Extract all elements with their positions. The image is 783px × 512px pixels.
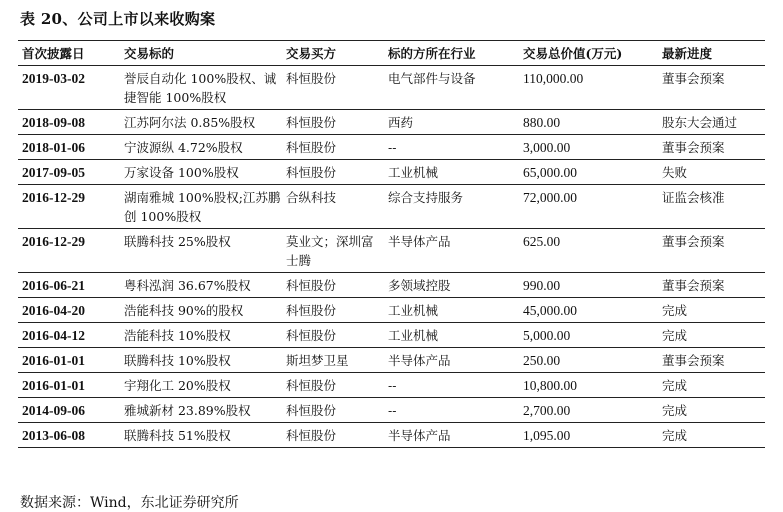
cell-target: 联腾科技 10%股权	[120, 348, 282, 373]
cell-value: 880.00	[519, 110, 658, 135]
header-target: 交易标的	[120, 41, 282, 66]
cell-target: 浩能科技 10%股权	[120, 323, 282, 348]
cell-target: 联腾科技 25%股权	[120, 229, 282, 273]
cell-date: 2016-01-01	[18, 373, 120, 398]
cell-target: 万家设备 100%股权	[120, 160, 282, 185]
cell-target: 宇翔化工 20%股权	[120, 373, 282, 398]
cell-status: 董事会预案	[658, 66, 765, 110]
cell-target: 粤科泓润 36.67%股权	[120, 273, 282, 298]
header-status: 最新进度	[658, 41, 765, 66]
cell-value: 65,000.00	[519, 160, 658, 185]
cell-status: 完成	[658, 298, 765, 323]
cell-buyer: 斯坦梦卫星	[282, 348, 384, 373]
cell-industry: 工业机械	[384, 323, 519, 348]
table-container	[18, 41, 765, 448]
cell-buyer: 科恒股份	[282, 373, 384, 398]
cell-industry: 半导体产品	[384, 423, 519, 448]
cell-status: 董事会预案	[658, 229, 765, 273]
header-row	[18, 41, 765, 66]
table-title: 表 20、公司上市以来收购案	[20, 10, 216, 28]
header-buyer: 交易买方	[282, 41, 384, 66]
cell-date: 2016-04-20	[18, 298, 120, 323]
cell-target: 江苏阿尔法 0.85%股权	[120, 110, 282, 135]
cell-value: 990.00	[519, 273, 658, 298]
cell-buyer: 科恒股份	[282, 398, 384, 423]
cell-buyer: 科恒股份	[282, 135, 384, 160]
table-row	[18, 298, 765, 323]
cell-value: 250.00	[519, 348, 658, 373]
cell-buyer: 科恒股份	[282, 323, 384, 348]
cell-value: 45,000.00	[519, 298, 658, 323]
cell-date: 2016-06-21	[18, 273, 120, 298]
cell-buyer: 科恒股份	[282, 66, 384, 110]
cell-date: 2013-06-08	[18, 423, 120, 448]
header-value: 交易总价值(万元)	[519, 41, 658, 66]
cell-value: 10,800.00	[519, 373, 658, 398]
cell-buyer: 莫业文；深圳富士腾	[282, 229, 384, 273]
cell-value: 72,000.00	[519, 185, 658, 229]
cell-status: 失败	[658, 160, 765, 185]
table-row	[18, 373, 765, 398]
table-row	[18, 135, 765, 160]
data-source: 数据来源：Wind，东北证券研究所	[20, 495, 239, 511]
table-body	[18, 66, 765, 448]
cell-date: 2018-09-08	[18, 110, 120, 135]
table-row	[18, 398, 765, 423]
cell-industry: 工业机械	[384, 298, 519, 323]
cell-industry: 西药	[384, 110, 519, 135]
cell-status: 完成	[658, 423, 765, 448]
cell-status: 完成	[658, 373, 765, 398]
cell-buyer: 科恒股份	[282, 110, 384, 135]
cell-date: 2016-01-01	[18, 348, 120, 373]
header-industry: 标的方所在行业	[384, 41, 519, 66]
table-row	[18, 323, 765, 348]
cell-industry: --	[384, 135, 519, 160]
cell-buyer: 科恒股份	[282, 160, 384, 185]
cell-target: 誉辰自动化 100%股权、诚捷智能 100%股权	[120, 66, 282, 110]
table-row	[18, 348, 765, 373]
cell-target: 宁波源纵 4.72%股权	[120, 135, 282, 160]
cell-buyer: 科恒股份	[282, 298, 384, 323]
cell-value: 110,000.00	[519, 66, 658, 110]
cell-industry: --	[384, 373, 519, 398]
cell-status: 股东大会通过	[658, 110, 765, 135]
cell-date: 2018-01-06	[18, 135, 120, 160]
cell-status: 完成	[658, 398, 765, 423]
cell-buyer: 合纵科技	[282, 185, 384, 229]
cell-status: 董事会预案	[658, 135, 765, 160]
cell-buyer: 科恒股份	[282, 273, 384, 298]
cell-industry: 工业机械	[384, 160, 519, 185]
header-date: 首次披露日	[18, 41, 120, 66]
cell-value: 3,000.00	[519, 135, 658, 160]
table-row	[18, 423, 765, 448]
cell-value: 1,095.00	[519, 423, 658, 448]
cell-industry: 半导体产品	[384, 348, 519, 373]
table-row	[18, 160, 765, 185]
cell-value: 625.00	[519, 229, 658, 273]
cell-industry: 电气部件与设备	[384, 66, 519, 110]
cell-industry: 综合支持服务	[384, 185, 519, 229]
table-row	[18, 66, 765, 110]
acquisitions-table	[18, 41, 765, 448]
cell-date: 2016-04-12	[18, 323, 120, 348]
cell-date: 2014-09-06	[18, 398, 120, 423]
cell-date: 2016-12-29	[18, 185, 120, 229]
cell-status: 董事会预案	[658, 348, 765, 373]
cell-target: 联腾科技 51%股权	[120, 423, 282, 448]
cell-date: 2017-09-05	[18, 160, 120, 185]
cell-target: 浩能科技 90%的股权	[120, 298, 282, 323]
cell-industry: --	[384, 398, 519, 423]
cell-target: 雅城新材 23.89%股权	[120, 398, 282, 423]
cell-date: 2016-12-29	[18, 229, 120, 273]
cell-date: 2019-03-02	[18, 66, 120, 110]
cell-industry: 多领域控股	[384, 273, 519, 298]
table-row	[18, 185, 765, 229]
cell-value: 2,700.00	[519, 398, 658, 423]
table-row	[18, 110, 765, 135]
cell-status: 证监会核准	[658, 185, 765, 229]
table-row	[18, 273, 765, 298]
cell-status: 完成	[658, 323, 765, 348]
cell-status: 董事会预案	[658, 273, 765, 298]
table-row	[18, 229, 765, 273]
cell-target: 湖南雅城 100%股权;江苏鹏创 100%股权	[120, 185, 282, 229]
cell-industry: 半导体产品	[384, 229, 519, 273]
cell-value: 5,000.00	[519, 323, 658, 348]
cell-buyer: 科恒股份	[282, 423, 384, 448]
